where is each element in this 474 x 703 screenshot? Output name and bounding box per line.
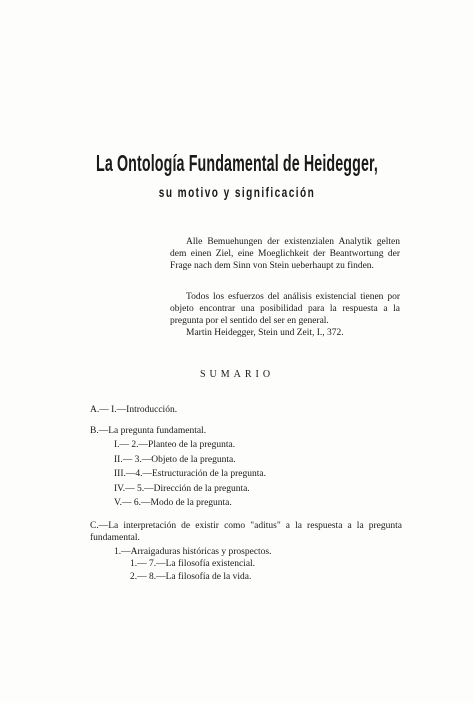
toc-entry-b-4: IV.— 5.—Dirección de la pregunta. xyxy=(114,484,250,494)
toc-entry-b-1: I.— 2.—Planteo de la pregunta. xyxy=(114,440,236,450)
document-subtitle: su motivo y significación xyxy=(158,184,316,200)
toc-entry-c-1-1: 1.— 7.—La filosofía existencial. xyxy=(130,559,256,569)
toc-entry-b-2: II.— 3.—Objeto de la pregunta. xyxy=(114,455,236,465)
toc-entry-b-5: V.— 6.—Modo de la pregunta. xyxy=(114,498,232,508)
epigraph-german xyxy=(170,236,400,272)
toc-entry-b-3: III.—4.—Estructuración de la pregunta. xyxy=(114,469,266,479)
toc-entry-b: B.—La pregunta fundamental. xyxy=(90,426,207,436)
sumario-heading: SUMARIO xyxy=(199,369,275,380)
epigraph-attribution: Martin Heidegger, Stein und Zeit, I., 372. xyxy=(186,328,344,338)
toc-entry-c-1: 1.—Arraigaduras históricas y prospectos. xyxy=(114,547,272,557)
toc-entry-c: C.—La interpretación de existir como "aditus" a la respuesta a la pregunta fundamental. xyxy=(90,521,402,543)
epigraph-german-text: Alle Bemuehungen der existenzialen Analytik gelten dem einen Ziel, eine Moeglichkeit der Beantwortung der Frage nach dem Sinn von Stein ueberhaupt zu finden. xyxy=(170,237,400,271)
epigraph-spanish-text: Todos los esfuerzos del análisis existencial tienen por objeto encontrar una posibilidad para la respuesta a la pregunta por el sentido del ser en general. xyxy=(170,292,400,326)
toc-entry-c-1-2: 2.— 8.—La filosofía de la vida. xyxy=(130,572,252,582)
toc-entry-a: A.— I.—Introducción. xyxy=(90,405,178,415)
epigraph-spanish xyxy=(170,291,400,339)
document-title: La Ontología Fundamental de Heidegger, xyxy=(95,150,379,176)
